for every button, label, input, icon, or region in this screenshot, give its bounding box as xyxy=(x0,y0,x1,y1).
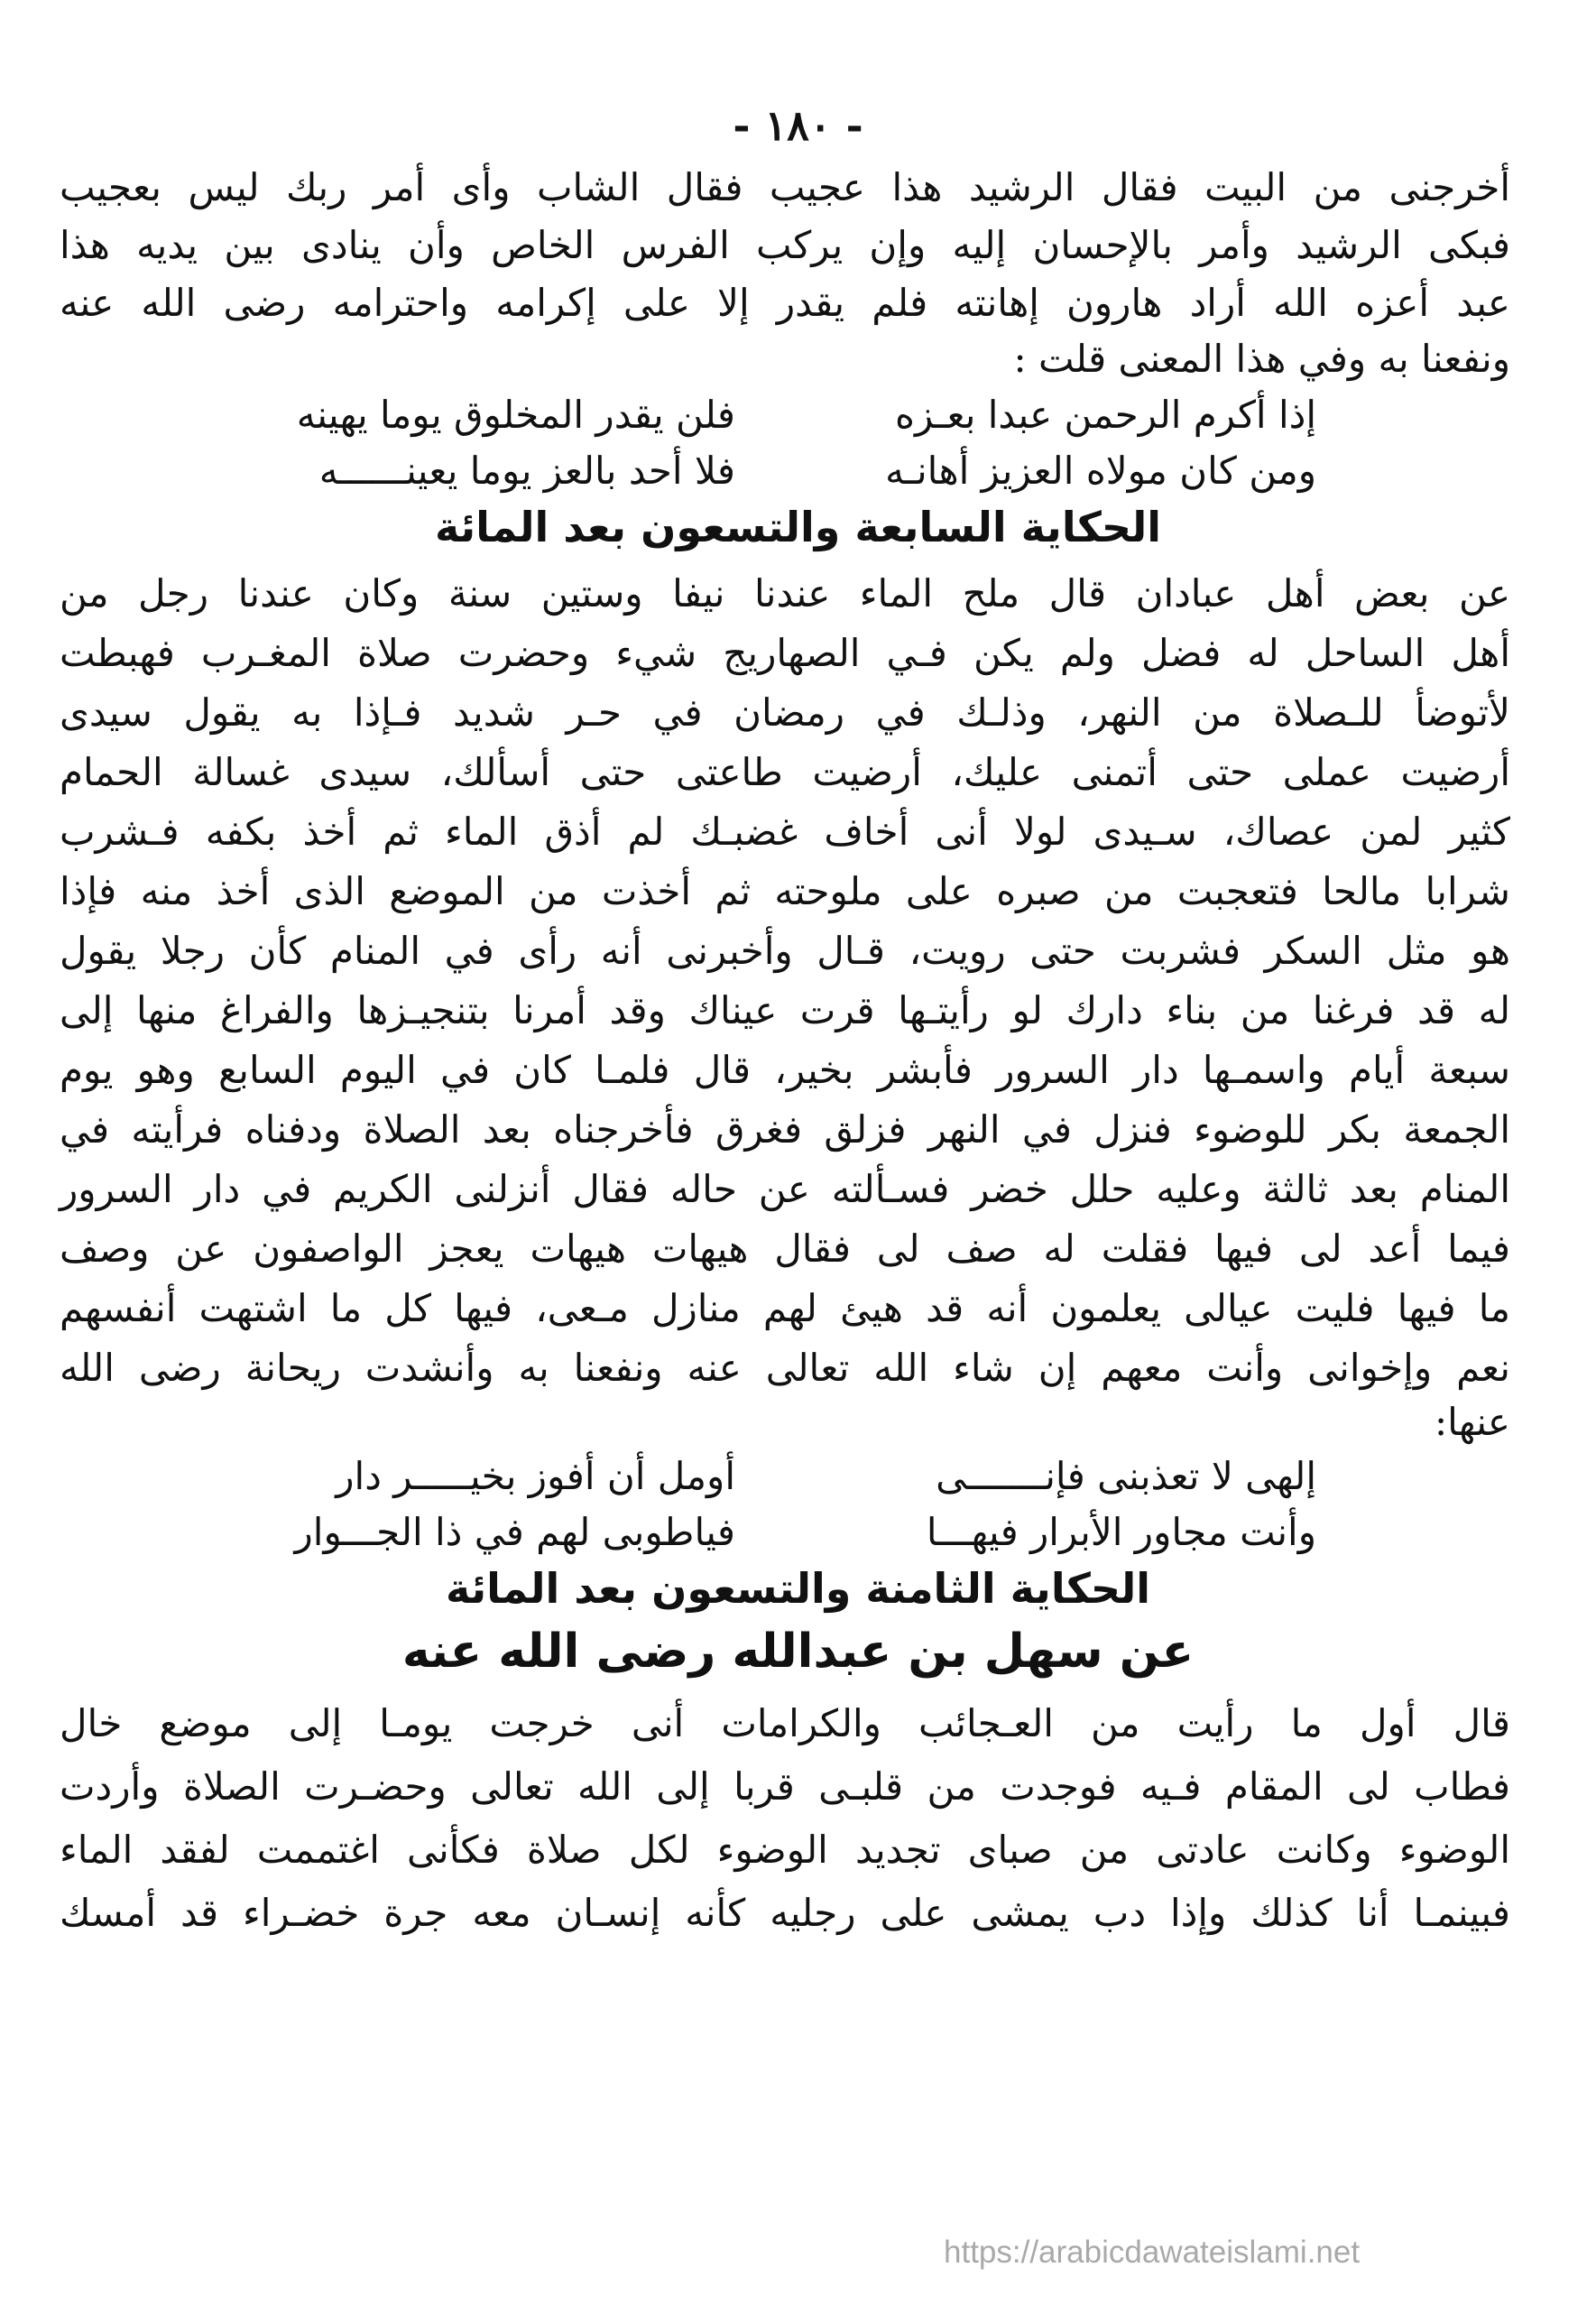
story-heading: الحكاية السابعة والتسعون بعد المائة xyxy=(434,503,1162,551)
poem-verse-second-hemistich: فياطوبى لهم في ذا الجـــوار xyxy=(294,1510,735,1554)
paragraph-line: أخرجنى من البيت فقال الرشيد هذا عجيب فقال الشاب وأى أمر ربك ليس بعجيب xyxy=(60,165,1510,209)
story-heading: الحكاية الثامنة والتسعون بعد المائة xyxy=(445,1564,1151,1613)
paragraph-line: عبد أعزه الله أراد هارون إهانته فلم يقدر إلا على إكرامه واحترامه رضى الله عنه xyxy=(60,281,1510,325)
paragraph-line: قال أول ما رأيت من العـجائب والكرامات أنى خرجت يومـا إلى موضع خال xyxy=(60,1701,1510,1745)
paragraph-line: فيما أعد لى فيها فقلت له صف لى فقال هيهات هيهات يعجز الواصفون عن وصف xyxy=(60,1226,1511,1271)
poem-verse-first-hemistich: إلهى لا تعذبنى فإنـــــــى xyxy=(936,1454,1316,1498)
paragraph-line: عن بعض أهل عبادان قال ملح الماء عندنا نيفا وستين سنة وكان عندنا رجل من xyxy=(60,571,1510,615)
paragraph-line: الجمعة بكر للوضوء فنزل في النهر فزلق فغرق فأخرجناه بعد الصلاة ودفناه فرأيته في xyxy=(60,1107,1510,1152)
paragraph-line: أهل الساحل له فضل ولم يكن فـي الصهاريج شيء وحضرت صلاة المغـرب فهبطت xyxy=(60,631,1510,675)
paragraph-line: أرضيت عملى حتى أتمنى عليك، أرضيت طاعتى حتى أسألك، سيدى غسالة الحمام xyxy=(60,750,1510,794)
paragraph-line: له قد فرغنا من بناء دارك لو رأيتـها قرت عيناك وقد أمرنا بتنجيـزها والفراغ منها إلى xyxy=(60,988,1510,1032)
watermark-url: https://arabicdawateislami.net xyxy=(944,2235,1361,2270)
story-subheading: عن سهل بن عبدالله رضى الله عنه xyxy=(401,1624,1195,1679)
page-number: - ١٨٠ - xyxy=(733,101,863,150)
poem-verse-second-hemistich: فلا أحد بالعز يوما يعينــــــه xyxy=(318,449,735,493)
paragraph-line: فطاب لى المقام فـيه فوجدت من قلبـى قربا إلى الله تعالى وحضـرت الصلاة وأردت xyxy=(60,1764,1510,1809)
paragraph-line: فبكى الرشيد وأمر بالإحسان إليه وإن يركب الفرس الخاص وأن ينادى بين يديه هذا xyxy=(60,223,1510,267)
paragraph-line: هو مثل السكر فشربت حتى رويت، قـال وأخبرنى أنه رأى في المنام كأن رجلا يقول xyxy=(60,929,1510,973)
paragraph-line: سبعة أيام واسمـها دار السرور فأبشر بخير، قال فلمـا كان في اليوم السابع وهو يوم xyxy=(60,1048,1510,1092)
paragraph-line: عنها: xyxy=(1434,1400,1510,1444)
paragraph-line: كثير لمن عصاك، سـيدى لولا أنى أخاف غضبـك لم أذق الماء ثم أخذ بكفه فـشرب xyxy=(60,810,1510,854)
poem-verse-second-hemistich: فلن يقدر المخلوق يوما يهينه xyxy=(296,393,735,437)
poem-verse-first-hemistich: إذا أكرم الرحمن عبدا بعـزه xyxy=(894,393,1316,437)
paragraph-line: نعم وإخوانى وأنت معهم إن شاء الله تعالى عنه ونفعنا به وأنشدت ريحانة رضى الله xyxy=(60,1346,1510,1390)
poem-verse-first-hemistich: ومن كان مولاه العزيز أهانـه xyxy=(885,449,1316,493)
paragraph-line: شرابا مالحا فتعجبت من صبره على ملوحته ثم أخذت من الموضع الذى أخذ منه فإذا xyxy=(60,869,1510,913)
poem-verse-first-hemistich: وأنت مجاور الأبرار فيهـــا xyxy=(926,1510,1316,1554)
paragraph-line: ما فيها فليت عيالى يعلمون أنه قد هيئ لهم منازل مـعى، فيها كل ما اشتهت أنفسهم xyxy=(60,1286,1510,1330)
paragraph-line: لأتوضأ للـصلاة من النهر، وذلـك في رمضان في حـر شديد فـإذا به يقول سيدى xyxy=(60,690,1510,735)
poem-verse-second-hemistich: أومل أن أفوز بخيـــــر دار xyxy=(336,1454,735,1498)
paragraph-line: المنام بعد ثالثة وعليه حلل خضر فسـألته عن حاله فقال أنزلنى الكريم في دار السرور xyxy=(60,1167,1510,1211)
paragraph-line: فبينمـا أنا كذلك وإذا دب يمشى على رجليه كأنه إنسـان معه جرة خضـراء قد أمسك xyxy=(60,1891,1510,1935)
paragraph-line: ونفعنا به وفي هذا المعنى قلت : xyxy=(1013,337,1510,381)
paragraph-line: الوضوء وكانت عادتى من صباى تجديد الوضوء لكل صلاة فكأنى اغتممت لفقد الماء xyxy=(60,1828,1510,1872)
